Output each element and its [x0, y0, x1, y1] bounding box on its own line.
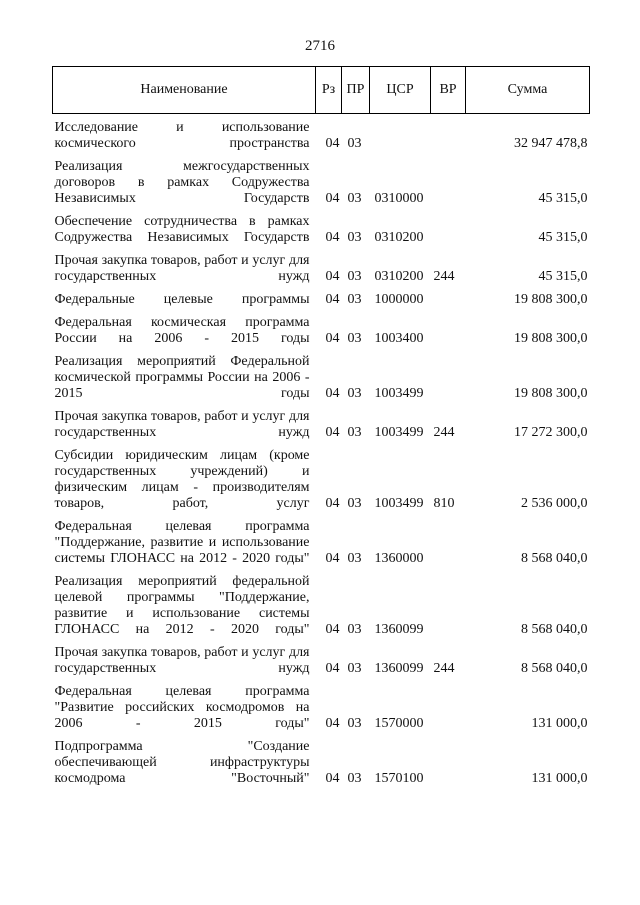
header-csr: ЦСР [370, 67, 431, 114]
row-vr: 244 [433, 269, 455, 284]
row-csr: 1003400 [374, 331, 424, 346]
row-csr: 1000000 [374, 292, 424, 307]
row-name: Подпрограмма "Создание обеспечивающей инфраструктуры космодрома "Восточный" [54, 739, 310, 786]
row-csr: 1570000 [374, 716, 424, 731]
row-name: Федеральная целевая программа "Поддержание, развитие и использование системы ГЛОНАСС на 2012 - 2020 годы" [54, 519, 310, 566]
row-pr: 03 [347, 136, 362, 151]
table-row [53, 735, 590, 790]
row-sum: 8 568 040,0 [521, 661, 588, 676]
header-rz: Рз [316, 67, 342, 114]
table-row [53, 288, 590, 311]
table-row [53, 249, 590, 288]
row-pr: 03 [347, 425, 362, 440]
row-rz: 04 [325, 386, 340, 401]
row-vr [431, 311, 466, 350]
row-sum: 8 568 040,0 [521, 622, 588, 637]
row-csr: 1360000 [374, 551, 424, 566]
row-sum: 32 947 478,8 [514, 136, 588, 151]
row-vr [431, 288, 466, 311]
row-csr [370, 114, 431, 156]
row-name: Федеральная целевая программа "Развитие российских космодромов на 2006 - 2015 годы" [54, 684, 310, 731]
row-sum: 131 000,0 [531, 771, 588, 786]
row-rz: 04 [325, 496, 340, 511]
row-vr [431, 155, 466, 210]
row-pr: 03 [347, 661, 362, 676]
row-sum: 19 808 300,0 [514, 331, 588, 346]
row-pr: 03 [347, 331, 362, 346]
row-rz: 04 [325, 191, 340, 206]
row-name: Исследование и использование космического пространства [54, 120, 310, 151]
table-row [53, 350, 590, 405]
row-rz: 04 [325, 136, 340, 151]
row-csr: 1003499 [374, 425, 424, 440]
row-pr: 03 [347, 292, 362, 307]
table-row [53, 311, 590, 350]
row-vr [431, 210, 466, 249]
header-sum: Сумма [466, 67, 590, 114]
table-row [53, 641, 590, 680]
row-name: Прочая закупка товаров, работ и услуг для государственных нужд [54, 253, 310, 284]
row-csr: 0310200 [374, 269, 424, 284]
table-row [53, 680, 590, 735]
row-rz: 04 [325, 292, 340, 307]
table-row [53, 444, 590, 515]
table-body [53, 114, 590, 791]
row-csr: 1360099 [374, 661, 424, 676]
table-header-row [53, 67, 590, 114]
row-name: Прочая закупка товаров, работ и услуг для государственных нужд [54, 645, 310, 676]
row-name: Реализация межгосударственных договоров в рамках Содружества Независимых Государств [54, 159, 310, 206]
row-vr [431, 680, 466, 735]
row-rz: 04 [325, 622, 340, 637]
table-row [53, 405, 590, 444]
row-name: Реализация мероприятий Федеральной космической программы России на 2006 - 2015 годы [54, 354, 310, 401]
row-vr [431, 735, 466, 790]
row-vr [431, 570, 466, 641]
row-sum: 45 315,0 [538, 269, 588, 284]
row-csr: 1570100 [374, 771, 424, 786]
row-pr: 03 [347, 191, 362, 206]
row-csr: 0310200 [374, 230, 424, 245]
header-name: Наименование [53, 67, 316, 114]
row-name: Реализация мероприятий федеральной целевой программы "Поддержание, развитие и использование системы ГЛОНАСС на 2012 - 2020 годы" [54, 574, 310, 637]
table-row [53, 114, 590, 156]
row-sum: 19 808 300,0 [514, 292, 588, 307]
row-rz: 04 [325, 661, 340, 676]
row-pr: 03 [347, 551, 362, 566]
row-sum: 2 536 000,0 [521, 496, 588, 511]
row-csr: 1003499 [374, 496, 424, 511]
row-rz: 04 [325, 716, 340, 731]
row-sum: 45 315,0 [538, 230, 588, 245]
row-vr: 244 [433, 425, 455, 440]
row-csr: 1003499 [374, 386, 424, 401]
table-row [53, 155, 590, 210]
row-csr: 1360099 [374, 622, 424, 637]
row-pr: 03 [347, 771, 362, 786]
row-rz: 04 [325, 551, 340, 566]
row-sum: 19 808 300,0 [514, 386, 588, 401]
row-vr [431, 350, 466, 405]
table-row [53, 515, 590, 570]
row-pr: 03 [347, 496, 362, 511]
row-pr: 03 [347, 230, 362, 245]
row-sum: 45 315,0 [538, 191, 588, 206]
row-vr: 244 [433, 661, 455, 676]
row-pr: 03 [347, 386, 362, 401]
row-rz: 04 [325, 230, 340, 245]
page-number: 2716 [305, 38, 335, 54]
row-csr: 0310000 [374, 191, 424, 206]
table-row [53, 570, 590, 641]
row-sum: 131 000,0 [531, 716, 588, 731]
budget-table [52, 66, 590, 790]
row-rz: 04 [325, 269, 340, 284]
row-pr: 03 [347, 622, 362, 637]
row-pr: 03 [347, 716, 362, 731]
row-pr: 03 [347, 269, 362, 284]
row-vr [431, 114, 466, 156]
row-name: Федеральная космическая программа России на 2006 - 2015 годы [54, 315, 310, 346]
row-name: Обеспечение сотрудничества в рамках Содружества Независимых Государств [54, 214, 310, 245]
row-name: Субсидии юридическим лицам (кроме государственных учреждений) и физическим лицам - производителям товаров, работ, услуг [54, 448, 310, 511]
row-rz: 04 [325, 331, 340, 346]
row-rz: 04 [325, 771, 340, 786]
row-name: Федеральные целевые программы [54, 292, 310, 307]
row-rz: 04 [325, 425, 340, 440]
row-name: Прочая закупка товаров, работ и услуг для государственных нужд [54, 409, 310, 440]
header-vr: ВР [431, 67, 466, 114]
table-row [53, 210, 590, 249]
row-vr: 810 [433, 496, 455, 511]
row-vr [431, 515, 466, 570]
row-sum: 17 272 300,0 [514, 425, 588, 440]
header-pr: ПР [342, 67, 370, 114]
row-sum: 8 568 040,0 [521, 551, 588, 566]
